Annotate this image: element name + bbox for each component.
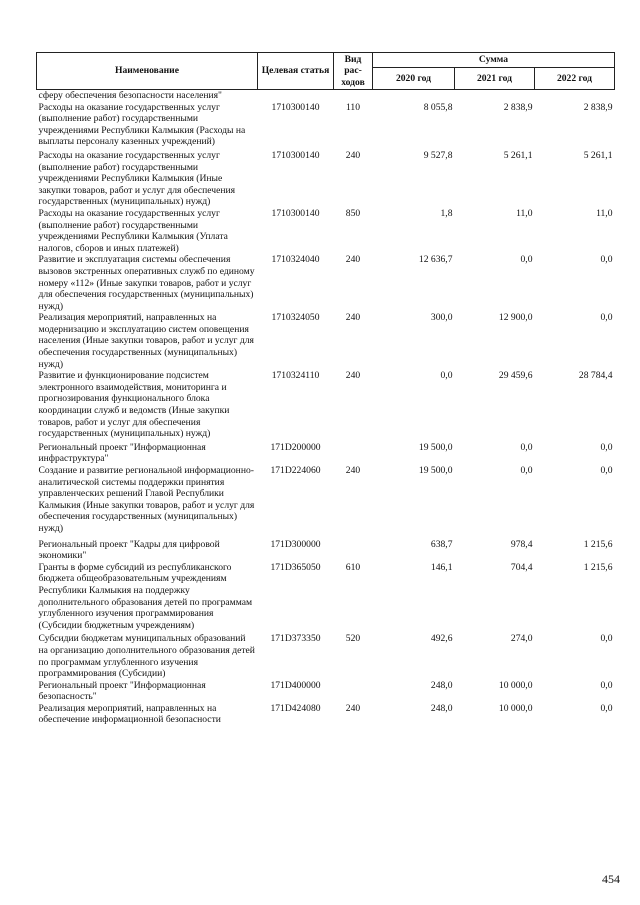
header-year-2021: 2021 год [455, 68, 535, 90]
row-code: 171D400000 [270, 679, 321, 691]
row-name: Субсидии бюджетам муниципальных образований на организацию дополнительного образования детей по программам углубленного изучения программирования (Субсидии) [38, 633, 255, 680]
row-value-2022: 11,0 [596, 207, 613, 219]
row-value-2021: 10 000,0 [498, 702, 533, 714]
table-body [37, 90, 615, 727]
row-value-2022: 5 261,1 [583, 149, 613, 161]
row-code: 1710300140 [271, 149, 320, 161]
row-value-2020: 0,0 [440, 370, 453, 382]
row-name: Региональный проект "Кадры для цифровой экономики" [38, 538, 220, 562]
header-year-2022: 2022 год [535, 68, 615, 90]
row-vid: 240 [345, 465, 361, 476]
row-value-2022: 0,0 [600, 702, 613, 714]
row-value-2021: 0,0 [520, 465, 533, 476]
table-row [37, 370, 615, 440]
row-vid: 520 [345, 633, 361, 645]
row-vid: 610 [345, 561, 361, 573]
row-name: Расходы на оказание государственных услуг (выполнение работ) государственными учреждениями Республики Калмыкия (Уплата налогов, сборов и иных платежей) [38, 207, 228, 254]
row-vid: 850 [345, 207, 361, 219]
row-value-2022: 2 838,9 [583, 101, 613, 113]
row-value-2020: 19 500,0 [418, 441, 453, 453]
row-value-2022 [535, 90, 615, 102]
row-vid [334, 90, 373, 102]
row-value-2022: 1 215,6 [583, 561, 613, 573]
row-name: Расходы на оказание государственных услуг (выполнение работ) государственными учреждениями Республики Калмыкия (Расходы на выплаты персоналу казенных учреждений) [38, 101, 246, 148]
row-value-2020: 8 055,8 [423, 101, 453, 113]
table-row [37, 680, 615, 703]
budget-table [36, 52, 615, 726]
row-name: Создание и развитие региональной информационно-аналитической системы поддержки принятия управленческих решений Главой Республики Калмыкия (Иные закупки товаров, работ и услуг для обеспечения государственных (муниципальных) нужд) [38, 465, 255, 534]
row-value-2021: 704,4 [510, 561, 533, 573]
row-vid: 240 [345, 702, 361, 714]
row-value-2022: 28 784,4 [578, 370, 613, 382]
row-value-2021 [455, 90, 535, 102]
table-row [37, 102, 615, 148]
row-value-2022: 0,0 [600, 254, 613, 266]
table-row [37, 631, 615, 679]
row-code: 171D365050 [270, 561, 321, 573]
row-code: 1710300140 [271, 207, 320, 219]
row-name: сферу обеспечения безопасности населения" [38, 90, 222, 101]
row-value-2022: 0,0 [600, 312, 613, 324]
row-code: 171D424080 [270, 702, 321, 714]
row-vid [334, 680, 373, 703]
row-vid [334, 440, 373, 465]
row-value-2020: 19 500,0 [418, 465, 453, 476]
row-vid [334, 535, 373, 562]
row-value-2022: 0,0 [600, 633, 613, 645]
row-value-2021: 29 459,6 [498, 370, 533, 382]
row-code: 171D224060 [270, 465, 321, 476]
row-value-2020 [373, 90, 455, 102]
table-row [37, 208, 615, 254]
row-value-2022: 0,0 [600, 465, 613, 476]
row-value-2021: 274,0 [510, 633, 533, 645]
row-value-2021: 11,0 [516, 207, 533, 219]
row-value-2021: 5 261,1 [503, 149, 533, 161]
table-row [37, 90, 615, 102]
table-row [37, 312, 615, 370]
row-name: Развитие и эксплуатация системы обеспечения вызовов экстренных оперативных служб по единому номеру «112» (Иные закупки товаров, работ и услуг для обеспечения государственных (муниципальных) нужд) [38, 254, 255, 312]
row-code [258, 90, 334, 102]
page-number: 454 [602, 872, 620, 886]
table-row [37, 465, 615, 535]
row-name: Развитие и функционирование подсистем электронного взаимодействия, мониторинга и прогнозирования функционального блока координации служб и ведомств (Иные закупки товаров, работ и услуг для обеспечения государственных (муниципальных) нужд) [38, 370, 230, 440]
row-code: 171D200000 [270, 441, 321, 453]
row-code: 1710324110 [271, 370, 320, 382]
row-vid: 240 [345, 312, 361, 324]
row-code: 1710324040 [271, 254, 320, 266]
row-code: 171D300000 [270, 538, 321, 550]
row-name: Реализация мероприятий, направленных на модернизацию и эксплуатацию систем оповещения населения (Иные закупки товаров, работ и услуг для обеспечения государственных (муниципальных) нужд) [38, 312, 254, 370]
row-value-2021: 0,0 [520, 441, 533, 453]
row-vid: 240 [345, 149, 361, 161]
row-value-2020: 248,0 [430, 702, 453, 714]
row-value-2020: 146,1 [430, 561, 453, 573]
row-value-2022: 0,0 [600, 441, 613, 453]
header-vid: Вид рас-ходов [334, 53, 373, 90]
row-value-2020: 492,6 [430, 633, 453, 645]
header-name: Наименование [37, 53, 258, 90]
table-row [37, 535, 615, 562]
row-value-2022: 1 215,6 [583, 538, 613, 550]
header-code: Целевая статья [258, 53, 334, 90]
row-name: Региональный проект "Информационная инфраструктура" [38, 441, 206, 465]
row-vid: 240 [345, 254, 361, 266]
table-row [37, 440, 615, 465]
row-name: Расходы на оказание государственных услуг (выполнение работ) государственными учреждениями Республики Калмыкия (Иные закупки товаров, работ и услуг для обеспечения государственных (муниципальных) нужд) [38, 149, 236, 208]
row-value-2020: 1,8 [440, 207, 453, 219]
row-name: Гранты в форме субсидий из республиканского бюджета общеобразовательным учреждениям Республики Калмыкия на поддержку дополнительного образования детей по программам углубленного изучения программирования (Субсидии бюджетным учреждениям) [38, 561, 253, 631]
row-code: 1710300140 [271, 101, 320, 113]
table-header [37, 53, 615, 90]
row-name: Региональный проект "Информационная безопасность" [38, 679, 206, 703]
table-row [37, 254, 615, 312]
header-sum: Сумма [373, 53, 615, 68]
row-value-2020: 12 636,7 [418, 254, 453, 266]
row-value-2021: 978,4 [510, 538, 533, 550]
row-value-2021: 0,0 [520, 254, 533, 266]
row-name: Реализация мероприятий, направленных на обеспечение информационной безопасности [38, 702, 221, 726]
row-vid: 240 [345, 370, 361, 382]
row-value-2021: 2 838,9 [503, 101, 533, 113]
table-row [37, 148, 615, 208]
table-row [37, 703, 615, 726]
row-value-2020: 9 527,8 [423, 149, 453, 161]
header-year-2020: 2020 год [373, 68, 455, 90]
table-row [37, 562, 615, 632]
row-code: 1710324050 [271, 312, 320, 324]
row-value-2021: 12 900,0 [498, 312, 533, 324]
row-value-2020: 300,0 [430, 312, 453, 324]
row-value-2020: 638,7 [430, 538, 453, 550]
row-code: 171D373350 [270, 633, 321, 645]
row-value-2022: 0,0 [600, 679, 613, 691]
row-value-2021: 10 000,0 [498, 679, 533, 691]
row-vid: 110 [345, 101, 361, 113]
row-value-2020: 248,0 [430, 679, 453, 691]
